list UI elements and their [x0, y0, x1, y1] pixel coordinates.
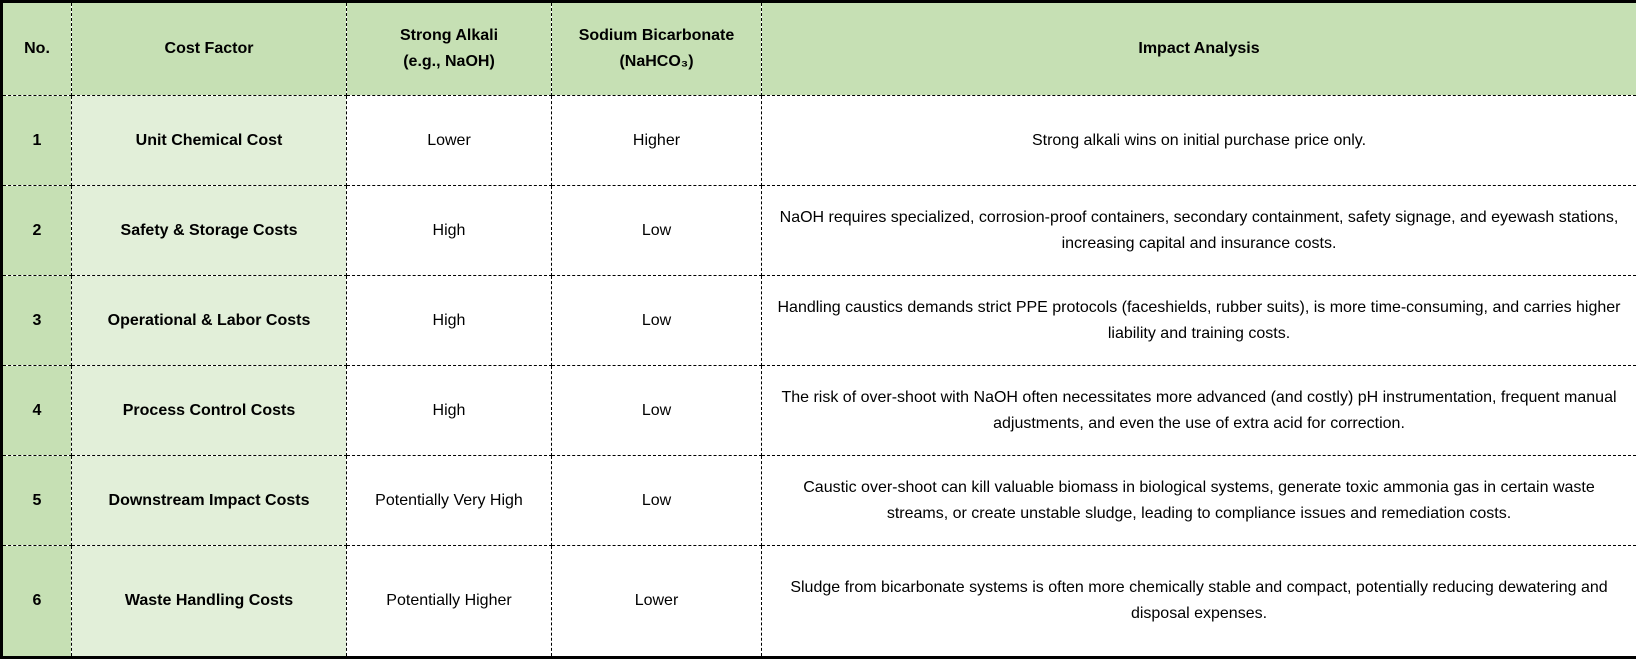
cost-factor-cell: Unit Chemical Cost — [72, 96, 347, 186]
cost-factor-cell: Safety & Storage Costs — [72, 186, 347, 276]
sodium-bicarbonate-cell: Higher — [552, 96, 762, 186]
impact-analysis-cell: NaOH requires specialized, corrosion-proof containers, secondary containment, safety signage, and eyewash stations, increasing capital and insurance costs. — [762, 186, 1636, 276]
row-number-cell: 1 — [2, 96, 72, 186]
header-cell-strong-alkali — [347, 2, 552, 96]
row-number-cell: 6 — [2, 546, 72, 658]
strong-alkali-cell: High — [347, 276, 552, 366]
row-number-cell: 3 — [2, 276, 72, 366]
table-row — [2, 276, 1636, 366]
header-cell-no — [2, 2, 72, 96]
strong-alkali-cell: High — [347, 186, 552, 276]
table-row — [2, 186, 1636, 276]
cost-factor-cell: Process Control Costs — [72, 366, 347, 456]
header-sublabel-strong-alkali: (e.g., NaOH) — [403, 53, 495, 70]
table-row — [2, 366, 1636, 456]
header-label-no: No. — [24, 40, 50, 58]
cost-factor-cell: Downstream Impact Costs — [72, 456, 347, 546]
table-header-row — [2, 2, 1636, 96]
impact-analysis-cell: Strong alkali wins on initial purchase price only. — [762, 96, 1636, 186]
table-row — [2, 96, 1636, 186]
sodium-bicarbonate-cell: Low — [552, 456, 762, 546]
row-number-cell: 4 — [2, 366, 72, 456]
header-sublabel-sodium-bicarbonate: (NaHCO₃) — [619, 53, 694, 70]
header-label-cost-factor: Cost Factor — [164, 40, 254, 58]
header-cell-cost-factor — [72, 2, 347, 96]
row-number-cell: 2 — [2, 186, 72, 276]
strong-alkali-cell: Lower — [347, 96, 552, 186]
sodium-bicarbonate-cell: Lower — [552, 546, 762, 658]
header-label-sodium-bicarbonate: Sodium Bicarbonate — [578, 27, 735, 45]
impact-analysis-cell: The risk of over-shoot with NaOH often necessitates more advanced (and costly) pH instrumentation, frequent manual adjustments, and even the use of extra acid for correction. — [762, 366, 1636, 456]
sodium-bicarbonate-cell: Low — [552, 366, 762, 456]
table-row — [2, 546, 1636, 658]
impact-analysis-cell: Caustic over-shoot can kill valuable biomass in biological systems, generate toxic ammonia gas in certain waste streams, or create unstable sludge, leading to compliance issues and remediation costs. — [762, 456, 1636, 546]
impact-analysis-cell: Sludge from bicarbonate systems is often more chemically stable and compact, potentially reducing dewatering and disposal expenses. — [762, 546, 1636, 658]
strong-alkali-cell: High — [347, 366, 552, 456]
table-row — [2, 456, 1636, 546]
header-cell-impact-analysis — [762, 2, 1636, 96]
sodium-bicarbonate-cell: Low — [552, 276, 762, 366]
header-cell-sodium-bicarbonate — [552, 2, 762, 96]
row-number-cell: 5 — [2, 456, 72, 546]
header-label-strong-alkali: Strong Alkali — [399, 27, 499, 45]
header-label-impact-analysis: Impact Analysis — [1138, 40, 1260, 58]
impact-analysis-cell: Handling caustics demands strict PPE protocols (faceshields, rubber suits), is more time-consuming, and carries higher liability and training costs. — [762, 276, 1636, 366]
strong-alkali-cell: Potentially Higher — [347, 546, 552, 658]
sodium-bicarbonate-cell: Low — [552, 186, 762, 276]
cost-factor-cell: Operational & Labor Costs — [72, 276, 347, 366]
strong-alkali-cell: Potentially Very High — [347, 456, 552, 546]
cost-factor-cell: Waste Handling Costs — [72, 546, 347, 658]
